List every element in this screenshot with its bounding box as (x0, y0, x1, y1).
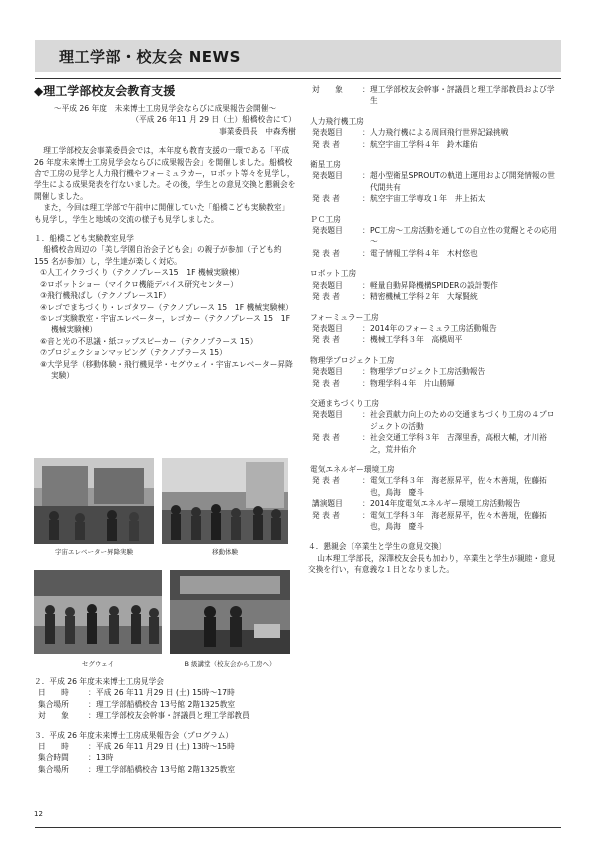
intro-paragraph-2: また，今回は理工学部で午前中に開催していた「船橋こども実験教室」も見学し，学生と地域の交流の様子も見学しました。 (34, 203, 290, 224)
workshop-name: フォーミュラー工房 (310, 312, 379, 322)
page-number: 12 (34, 810, 43, 818)
footer-rule (35, 827, 561, 828)
info-row: 対 象 ： 理工学部校友会幹事・評議員と理工学部教員 (38, 711, 250, 721)
photo-lecture-hall (170, 570, 290, 654)
article-author: 事業委員長 中森秀樹 (219, 126, 296, 136)
workshop-block: ＰＣ工房 発表題目 ： PC工房～工房活動を通しての自立性の覚醒とその応用～ 発 表 者 ： 電子情報工学科４年 木村悠也 (308, 214, 562, 260)
article-subtitle: ～平成 26 年度 未来博士工房見学会ならびに成果報告会開催～ (53, 104, 277, 113)
workshop-name: 交通まちづくり工房 (310, 398, 380, 408)
workshop-name: 物理学プロジェクト工房 (310, 355, 395, 365)
intro-paragraph-1: 理工学部校友会事業委員会では，本年度も教育支援の一環である「平成 26 年度未来博士工房見学会ならびに成果報告会」を開催しました。船橋校舎で工房の見学と人力飛行機やフォーミュラカー，ロボット等々を見学し，学生による成果発表を行ないました。その後，学生との意見交換と懇親会を開催しました。 (34, 146, 296, 201)
left-column-lower (34, 676, 296, 775)
photo-caption: セグウェイ (81, 660, 115, 668)
photo-segway (34, 570, 162, 654)
info-row: 日 時 ： 平成 26 年11 月29 日 (土) 15時～17時 (38, 688, 235, 698)
right-column (308, 84, 562, 576)
header-title: 理工学部・校友会 NEWS (59, 48, 241, 66)
section-1-heading: １．船橋こども実験教室見学 (34, 234, 134, 244)
workshop-name: ＰＣ工房 (310, 214, 341, 224)
article-date: （平成 26 年11 月 29 日（土）船橋校舎にて） (131, 115, 296, 125)
header-rule (35, 78, 561, 79)
info-row: 日 時 ： 平成 26 年11 月29 日 (土) 13時～15時 (38, 742, 235, 752)
info-row: 集合場所 ： 理工学部船橋校舎 13号館 2階1325教室 (38, 764, 236, 774)
list-item: ⑤レゴ実験教室・宇宙エレベーター，レゴカー（テクノプレース 15 1F 機械実験棟） (40, 313, 291, 335)
section-1-body: 船橋校舎周辺の「美し学園自治会子ども会」の親子が参加（子ども約 155 名が参加）し，学生達が楽しく対応。 (34, 245, 282, 266)
page-header (35, 40, 561, 72)
workshop-block: 交通まちづくり工房 発表題目 ： 社会貢献力向上のための交通まちづくり工房の４プロジェクトの活動 発 表 者 ： 社会交通工学科３年 吉澤里香，高根大輔，才川裕之，荒井佑介 (308, 398, 562, 455)
workshop-name: 衛星工房 (310, 160, 341, 170)
workshop-block: 電気エネルギー環境工房 発 表 者 ： 電気工学科３年 海老原昇平，佐々木善規，佐藤拓也，鳥海 慶斗 講演題目 ： 2014年度電気エネルギー環境工房活動報告 発 表 者 ： 電気工学科３年 海老原昇平，佐々木善規，佐藤拓也，鳥海 慶斗 (308, 464, 562, 532)
workshop-block: 衛星工房 発表題目 ： 超小型衛星SPROUTの軌道上運用および開発情報の世代間共有 発 表 者 ： 航空宇宙工学専攻１年 井上拓太 (308, 159, 562, 205)
workshop-block: 物理学プロジェクト工房 発表題目 ： 物理学プロジェクト工房活動報告 発 表 者 ： 物理学科４年 片山勝輝 (308, 355, 562, 389)
photo-caption: 移動体験 (212, 548, 238, 556)
list-item: ⑥音と光の不思議・紙コップスピーカー（テクノプラース 15） (40, 336, 258, 346)
article-title: ◆理工学部校友会教育支援 (34, 84, 176, 98)
workshop-name: 電気エネルギー環境工房 (310, 464, 395, 474)
section-3-heading: ３．平成 26 年度未来博士工房成果報告会（プログラム） (34, 730, 234, 740)
target-row: 対 象 ： 理工学部校友会幹事・評議員と理工学部教員および学生 (312, 85, 555, 106)
list-item: ⑧大学見学（移動体験・飛行機見学・セグウェイ・宇宙エレベーター昇降実験） (40, 359, 293, 380)
photo-caption: B 級講堂（校友会から工房へ） (184, 660, 276, 668)
section-4-heading: ４．懇親会〔卒業生と学生の意見交換〕 (308, 542, 447, 552)
list-item: ③飛行機飛ばし（テクノプレース1F） (40, 291, 171, 301)
info-row: 集合時間 ： 13時 (38, 753, 114, 763)
list-item: ①人工イクラづくり（テクノプレース15 1F 機械実験棟） (40, 268, 245, 278)
list-item: ④レゴでまちづくり・レゴタワー（テクノプレース 15 1F 機械実験棟） (40, 302, 293, 312)
workshop-name: ロボット工房 (310, 269, 357, 279)
section-2-heading: ２．平成 26 年度未来博士工房見学会 (34, 677, 164, 686)
workshop-block: フォーミュラー工房 発表題目 ： 2014年のフォーミュラ工房活動報告 発 表 者 ： 機械工学科３年 高橋周平 (308, 312, 562, 346)
list-item: ⑦プロジェクションマッピング（テクノプラース 15） (40, 348, 227, 358)
photo-transport-experience (162, 458, 288, 544)
workshop-block: ロボット工房 発表題目 ： 軽量自動昇降機構SPIDERの設計製作 発 表 者 ： 精密機械工学科２年 大塚賢統 (308, 268, 562, 302)
photo-space-elevator (34, 458, 154, 544)
section-4-body: 山本理工学部長，深澤校友会長も加わり，卒業生と学生が親睦・意見交換を行い，有意義な１日となりました。 (308, 553, 556, 575)
left-column (34, 82, 296, 381)
info-row: 集合場所 ： 理工学部船橋校舎 13号館 2階1325教室 (38, 699, 236, 709)
workshop-name: 人力飛行機工房 (310, 116, 364, 126)
list-item: ②ロボットショー（マイクロ機能デバイス研究センター） (40, 279, 238, 289)
photo-caption: 宇宙エレベーター昇降実験 (55, 548, 133, 556)
workshop-block: 人力飛行機工房 発表題目 ： 人力飛行機による周回飛行世界記録挑戦 発 表 者 ： 航空宇宙工学科４年 鈴木雄佑 (308, 116, 562, 150)
